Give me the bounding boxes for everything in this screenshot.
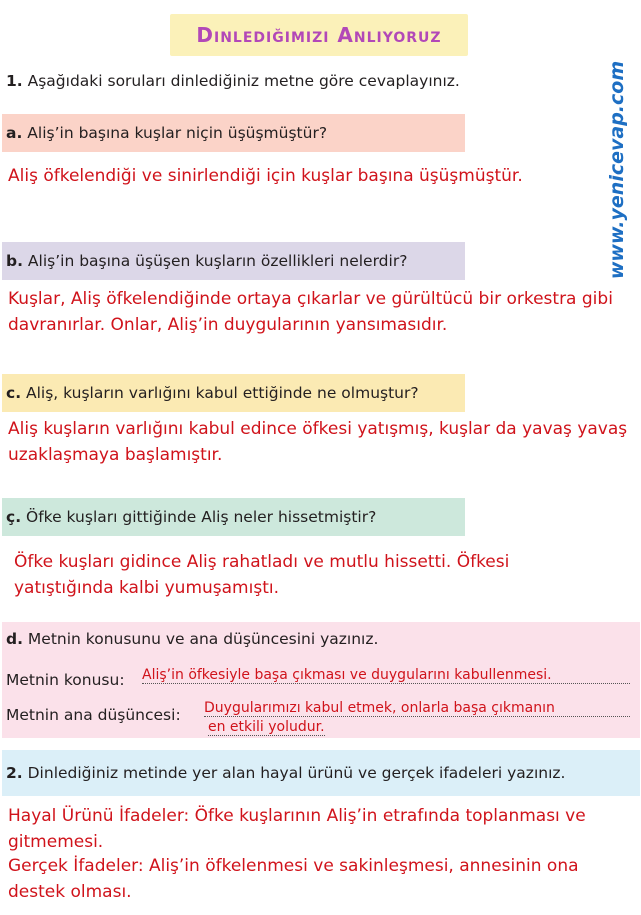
question-cc-letter: ç. — [6, 508, 22, 526]
question-1-text: Aşağıdaki soruları dinlediğiniz metne göre cevaplayınız. — [27, 72, 460, 90]
question-cc-bar — [2, 498, 465, 536]
question-a-text: Aliş’in başına kuşlar niçin üşüşmüştür? — [27, 124, 328, 142]
answer-a: Aliş öfkelendiği ve sinirlendiği için kuşlar başına üşüşmüştür. — [8, 166, 523, 186]
main-idea-answer-line-2: en etkili yoludur. — [208, 719, 325, 735]
question-c-letter: c. — [6, 384, 22, 402]
question-d-panel — [2, 622, 640, 738]
answer-cc: Öfke kuşları gidince Aliş rahatladı ve mutlu hissetti. Öfkesi yatıştığında kalbi yumuşamıştı. — [14, 552, 510, 598]
topic-answer: Aliş’in öfkesiyle başa çıkması ve duygularını kabullenmesi. — [142, 667, 630, 684]
site-watermark-text: www.yenicevap.com — [606, 60, 629, 280]
question-1-intro — [6, 72, 460, 90]
question-2-bar — [2, 750, 640, 796]
title-banner — [170, 14, 468, 56]
question-d-text: Metnin konusunu ve ana düşüncesini yazınız. — [27, 630, 379, 648]
question-d-heading — [6, 630, 378, 648]
question-d-letter: d. — [6, 630, 23, 648]
main-idea-label: Metnin ana düşüncesi: — [6, 706, 181, 724]
question-c-text: Aliş, kuşların varlığını kabul ettiğinde ne olmuştur? — [26, 384, 419, 402]
topic-label: Metnin konusu: — [6, 671, 125, 689]
question-1-number: 1. — [6, 72, 23, 90]
question-2-text: Dinlediğiniz metinde yer alan hayal ürünü ve gerçek ifadeleri yazınız. — [27, 764, 566, 782]
main-idea-answer-line-1: Duygularımızı kabul etmek, onlarla başa çıkmanın — [204, 700, 630, 717]
answer-2-real: Gerçek İfadeler: Aliş’in öfkelenmesi ve sakinleşmesi, annesinin ona destek olması. — [8, 856, 579, 902]
question-a-bar — [2, 114, 465, 152]
answer-2-fantasy: Hayal Ürünü İfadeler: Öfke kuşlarının Aliş’in etrafında toplanması ve gitmemesi. — [8, 806, 586, 852]
answer-b: Kuşlar, Aliş öfkelendiğinde ortaya çıkarlar ve gürültücü bir orkestra gibi davranırlar. Onlar, Aliş’in duygularının yansımasıdır. — [8, 289, 613, 335]
question-b-bar — [2, 242, 465, 280]
question-a-letter: a. — [6, 124, 23, 142]
question-c-bar — [2, 374, 465, 412]
question-2-number: 2. — [6, 764, 23, 782]
question-cc-text: Öfke kuşları gittiğinde Aliş neler hissetmiştir? — [26, 508, 377, 526]
question-b-text: Aliş’in başına üşüşen kuşların özellikleri nelerdir? — [27, 252, 408, 270]
question-b-letter: b. — [6, 252, 23, 270]
page-title: Dinlediğimizi Anlıyoruz — [196, 23, 442, 47]
answer-c: Aliş kuşların varlığını kabul edince öfkesi yatışmış, kuşlar da yavaş yavaş uzaklaşmaya başlamıştır. — [8, 419, 628, 465]
